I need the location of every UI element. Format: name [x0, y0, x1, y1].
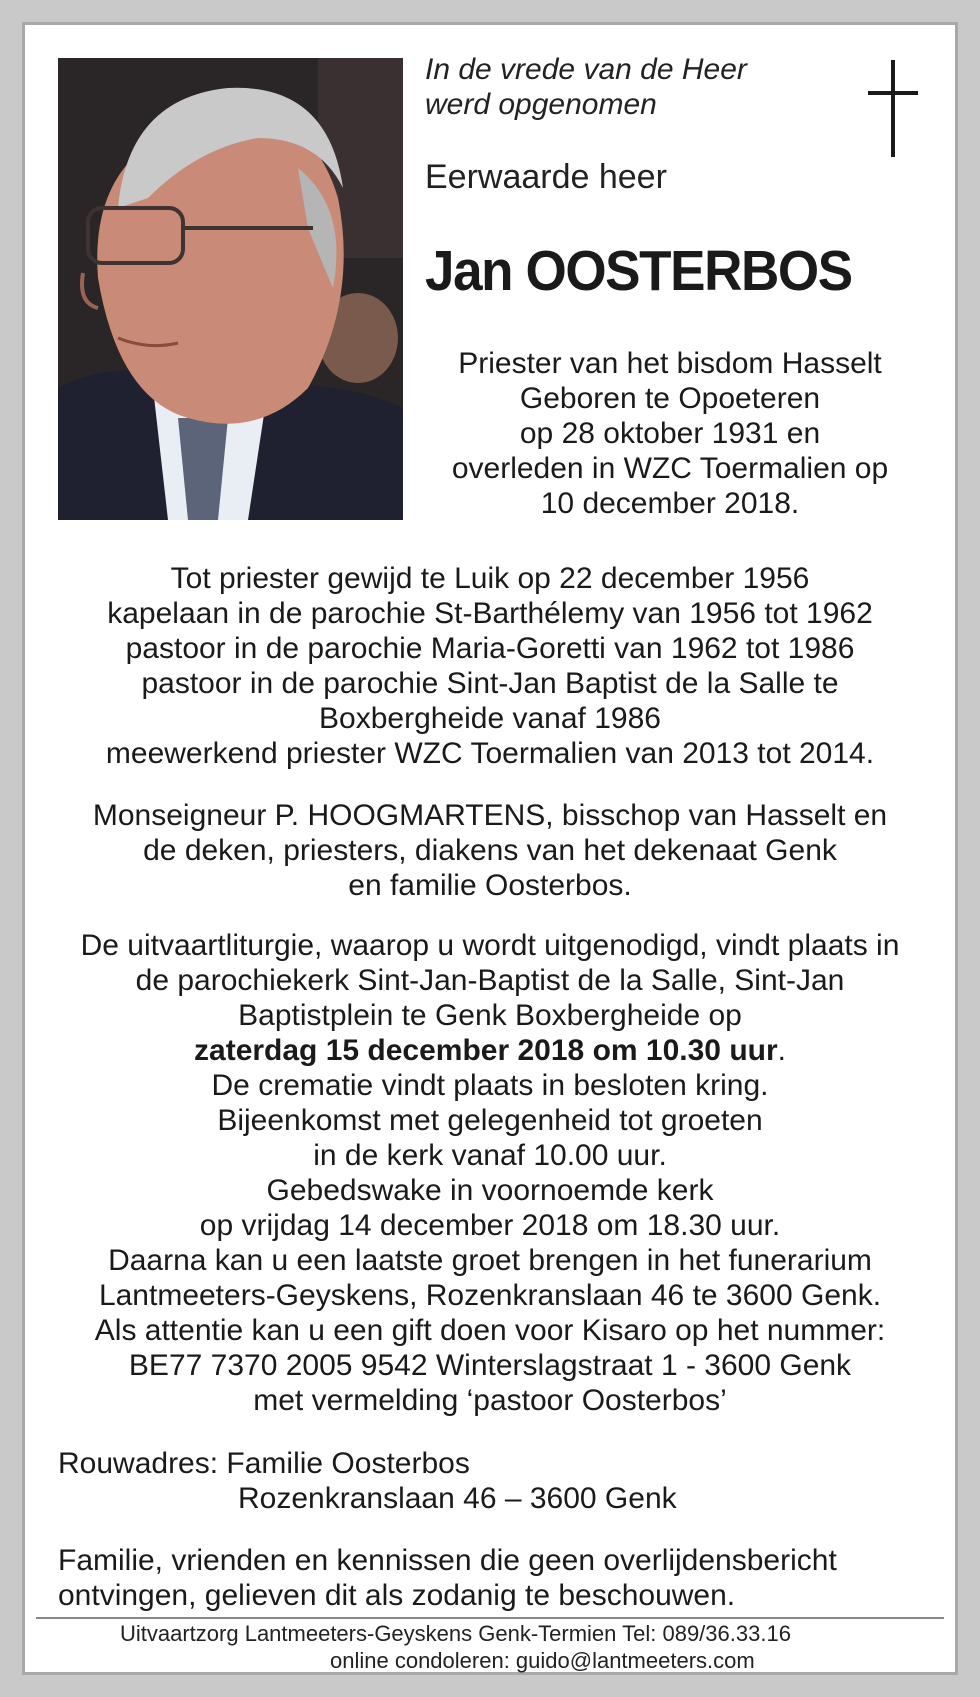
funeral-line: De uitvaartliturgie, waarop u wordt uitgenodigd, vindt plaats in [80, 929, 900, 962]
career-line: meewerkend priester WZC Toermalien van 2013 tot 2014. [105, 737, 875, 770]
career-line: Boxbergheide vanaf 1986 [319, 702, 661, 735]
funeral-line: met vermelding ‘pastoor Oosterbos’ [253, 1384, 727, 1417]
bio-block [420, 346, 920, 521]
bio-line: Geboren te Opoeteren [519, 382, 821, 415]
address-line: Rozenkranslaan 46 – 3600 Genk [238, 1482, 677, 1515]
portrait-photo [58, 58, 403, 520]
funeral-line: De crematie vindt plaats in besloten kring. [211, 1069, 769, 1102]
footer [0, 1620, 980, 1674]
bio-line: op 28 oktober 1931 en [519, 417, 821, 450]
funeral-date: zaterdag 15 december 2018 om 10.30 uur [194, 1034, 778, 1067]
funeral-date-suffix: . [777, 1034, 786, 1067]
bio-line: 10 december 2018. [540, 487, 800, 520]
bio-line: Priester van het bisdom Hasselt [458, 347, 882, 380]
footer-divider [36, 1617, 944, 1619]
career-line: pastoor in de parochie Maria-Goretti van 1962 tot 1986 [125, 632, 855, 665]
funeral-date-line [40, 1033, 940, 1068]
closing-line: Familie, vrienden en kennissen die geen overlijdensbericht [58, 1544, 837, 1577]
funeral-line: op vrijdag 14 december 2018 om 18.30 uur. [199, 1209, 781, 1242]
deceased-name: Jan OOSTERBOS [425, 239, 852, 303]
funeral-line: in de kerk vanaf 10.00 uur. [313, 1139, 667, 1172]
funeral-line: Lantmeeters-Geyskens, Rozenkranslaan 46 te 3600 Genk. [98, 1279, 882, 1312]
intro-line: In de vrede van de Heer [425, 53, 747, 86]
career-block [40, 561, 940, 771]
funeral-line: Bijeenkomst met gelegenheid tot groeten [217, 1104, 763, 1137]
closing-note [58, 1543, 837, 1613]
funeral-line: Als attentie kan u een gift doen voor Kisaro op het nummer: [94, 1314, 886, 1347]
mourners-line: de deken, priesters, diakens van het dekenaat Genk [143, 834, 837, 867]
funeral-line: Gebedswake in voornoemde kerk [266, 1174, 714, 1207]
funeral-line: de parochiekerk Sint-Jan-Baptist de la Salle, Sint-Jan [135, 964, 845, 997]
address-line: Rouwadres: Familie Oosterbos [58, 1447, 470, 1480]
mourners-block [40, 798, 940, 903]
funeral-line: BE77 7370 2005 9542 Winterslagstraat 1 - 3600 Genk [128, 1349, 852, 1382]
career-line: Tot priester gewijd te Luik op 22 december 1956 [170, 562, 810, 595]
bio-line: overleden in WZC Toermalien op [451, 452, 889, 485]
mourners-line: en familie Oosterbos. [348, 869, 632, 902]
mourners-line: Monseigneur P. HOOGMARTENS, bisschop van Hasselt en [92, 799, 888, 832]
cross-icon [862, 60, 922, 160]
honorific: Eerwaarde heer [425, 158, 667, 196]
intro-text [425, 52, 805, 122]
footer-line: Uitvaartzorg Lantmeeters-Geyskens Genk-Termien Tel: 089/36.33.16 [120, 1621, 791, 1646]
career-line: pastoor in de parochie Sint-Jan Baptist de la Salle te [141, 667, 839, 700]
funeral-block [40, 928, 940, 1418]
intro-line: werd opgenomen [425, 88, 657, 121]
footer-line: online condoleren: guido@lantmeeters.com [330, 1648, 755, 1673]
mourning-address [58, 1446, 677, 1516]
funeral-line: Baptistplein te Genk Boxbergheide op [238, 999, 742, 1032]
closing-line: ontvingen, gelieven dit als zodanig te beschouwen. [58, 1579, 736, 1612]
funeral-line: Daarna kan u een laatste groet brengen in het funerarium [108, 1244, 872, 1277]
career-line: kapelaan in de parochie St-Barthélemy van 1956 tot 1962 [107, 597, 873, 630]
